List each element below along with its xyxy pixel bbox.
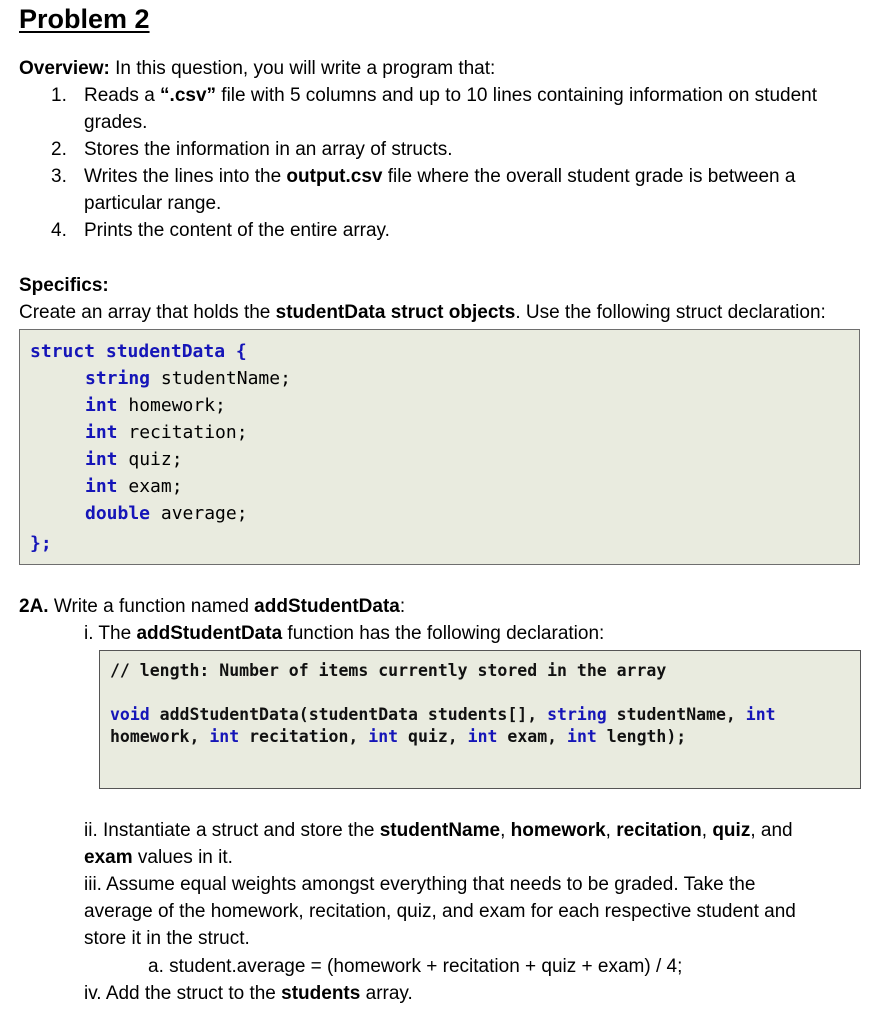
code-text: length); (596, 727, 687, 746)
code-keyword: int (368, 727, 399, 746)
field-bold: homework (510, 820, 606, 841)
step-ii (84, 817, 793, 844)
list-item-continuation: particular range. (84, 193, 222, 214)
field-bold: quiz (712, 820, 751, 841)
overview-line (19, 55, 495, 82)
field-type: double (85, 503, 151, 524)
part-text: Write a function named (48, 596, 255, 617)
list-item-text: Writes the lines into the (84, 166, 287, 187)
step-ii-continuation (84, 844, 233, 871)
declaration-line-1 (110, 704, 776, 726)
field-name: exam; (117, 476, 183, 497)
step-text: , (701, 820, 713, 841)
struct-close-brace: }; (30, 533, 52, 554)
specifics-bold: studentData struct objects (275, 302, 516, 323)
step-iv (84, 980, 413, 1007)
step-text: values in it. (132, 847, 233, 868)
specifics-label: Specifics: (19, 275, 109, 296)
list-item-number: 2. (51, 139, 67, 160)
field-type: int (85, 476, 118, 497)
code-text: addStudentData(studentData students[], (149, 705, 548, 724)
code-keyword: int (467, 727, 498, 746)
list-item-bold: “.csv” (160, 85, 217, 106)
step-iii: iii. Assume equal weights amongst everything that needs to be graded. Take the (84, 874, 756, 895)
code-keyword: void (110, 705, 150, 724)
step-text: , and (750, 820, 793, 841)
list-item (84, 82, 817, 109)
struct-field (85, 446, 183, 473)
list-item: Prints the content of the entire array. (84, 220, 390, 241)
step-iii-continuation: store it in the struct. (84, 928, 250, 949)
step-i (84, 620, 604, 647)
step-text: , (500, 820, 511, 841)
code-text: quiz, (398, 727, 468, 746)
specifics-text (19, 299, 826, 326)
list-item-continuation: grades. (84, 112, 148, 133)
step-text: array. (360, 983, 413, 1004)
code-keyword: int (209, 727, 240, 746)
list-item: Stores the information in an array of structs. (84, 139, 453, 160)
list-item-number: 1. (51, 85, 67, 106)
list-item-number: 4. (51, 220, 67, 241)
list-item-number: 3. (51, 166, 67, 187)
struct-field (85, 392, 226, 419)
code-comment: // length: Number of items currently stored in the array (110, 661, 667, 680)
struct-field (85, 365, 291, 392)
code-keyword: int (567, 727, 597, 746)
page-title: Problem 2 (19, 4, 150, 34)
struct-field (85, 419, 248, 446)
overview-intro: In this question, you will write a program that: (109, 58, 496, 79)
field-name: homework; (117, 395, 226, 416)
field-type: int (85, 449, 118, 470)
code-text: recitation, (239, 727, 369, 746)
step-text: iv. Add the struct to the (84, 983, 282, 1004)
field-bold: recitation (616, 820, 702, 841)
array-name: students (281, 983, 361, 1004)
field-name: studentName; (150, 368, 291, 389)
code-text: studentName, (606, 705, 746, 724)
code-text: exam, (497, 727, 568, 746)
declaration-line-2 (110, 726, 686, 748)
field-type: string (85, 368, 151, 389)
struct-field (85, 500, 248, 527)
struct-code-line (30, 338, 247, 365)
field-bold: studentName (379, 820, 501, 841)
part-2a-heading (19, 593, 405, 620)
code-text: homework, (110, 727, 210, 746)
list-item-text: file with 5 columns and up to 10 lines containing information on student (216, 85, 818, 106)
step-iii-continuation: average of the homework, recitation, quiz, and exam for each respective student and (84, 901, 796, 922)
struct-close (30, 530, 52, 557)
part-text: : (399, 596, 406, 617)
step-text: i. The (84, 623, 137, 644)
list-item (84, 163, 795, 190)
field-type: int (85, 395, 118, 416)
list-item-text: Reads a (84, 85, 161, 106)
part-label: 2A. (19, 596, 49, 617)
struct-field (85, 473, 183, 500)
overview-label: Overview: (19, 58, 110, 79)
step-iii-formula: a. student.average = (homework + recitation + quiz + exam) / 4; (148, 956, 683, 977)
field-bold: exam (84, 847, 133, 868)
field-name: recitation; (117, 422, 248, 443)
struct-keyword: struct studentData { (30, 341, 247, 362)
function-name: addStudentData (136, 623, 283, 644)
step-text: , (605, 820, 617, 841)
field-name: quiz; (117, 449, 183, 470)
specifics-text-c: . Use the following struct declaration: (515, 302, 826, 323)
step-text: ii. Instantiate a struct and store the (84, 820, 380, 841)
field-type: int (85, 422, 118, 443)
specifics-heading (19, 272, 109, 299)
specifics-text-a: Create an array that holds the (19, 302, 276, 323)
list-item-text: file where the overall student grade is between a (382, 166, 796, 187)
field-name: average; (150, 503, 248, 524)
code-keyword: int (745, 705, 776, 724)
code-keyword: string (547, 705, 607, 724)
list-item-bold: output.csv (286, 166, 383, 187)
function-name: addStudentData (254, 596, 400, 617)
step-text: function has the following declaration: (282, 623, 605, 644)
